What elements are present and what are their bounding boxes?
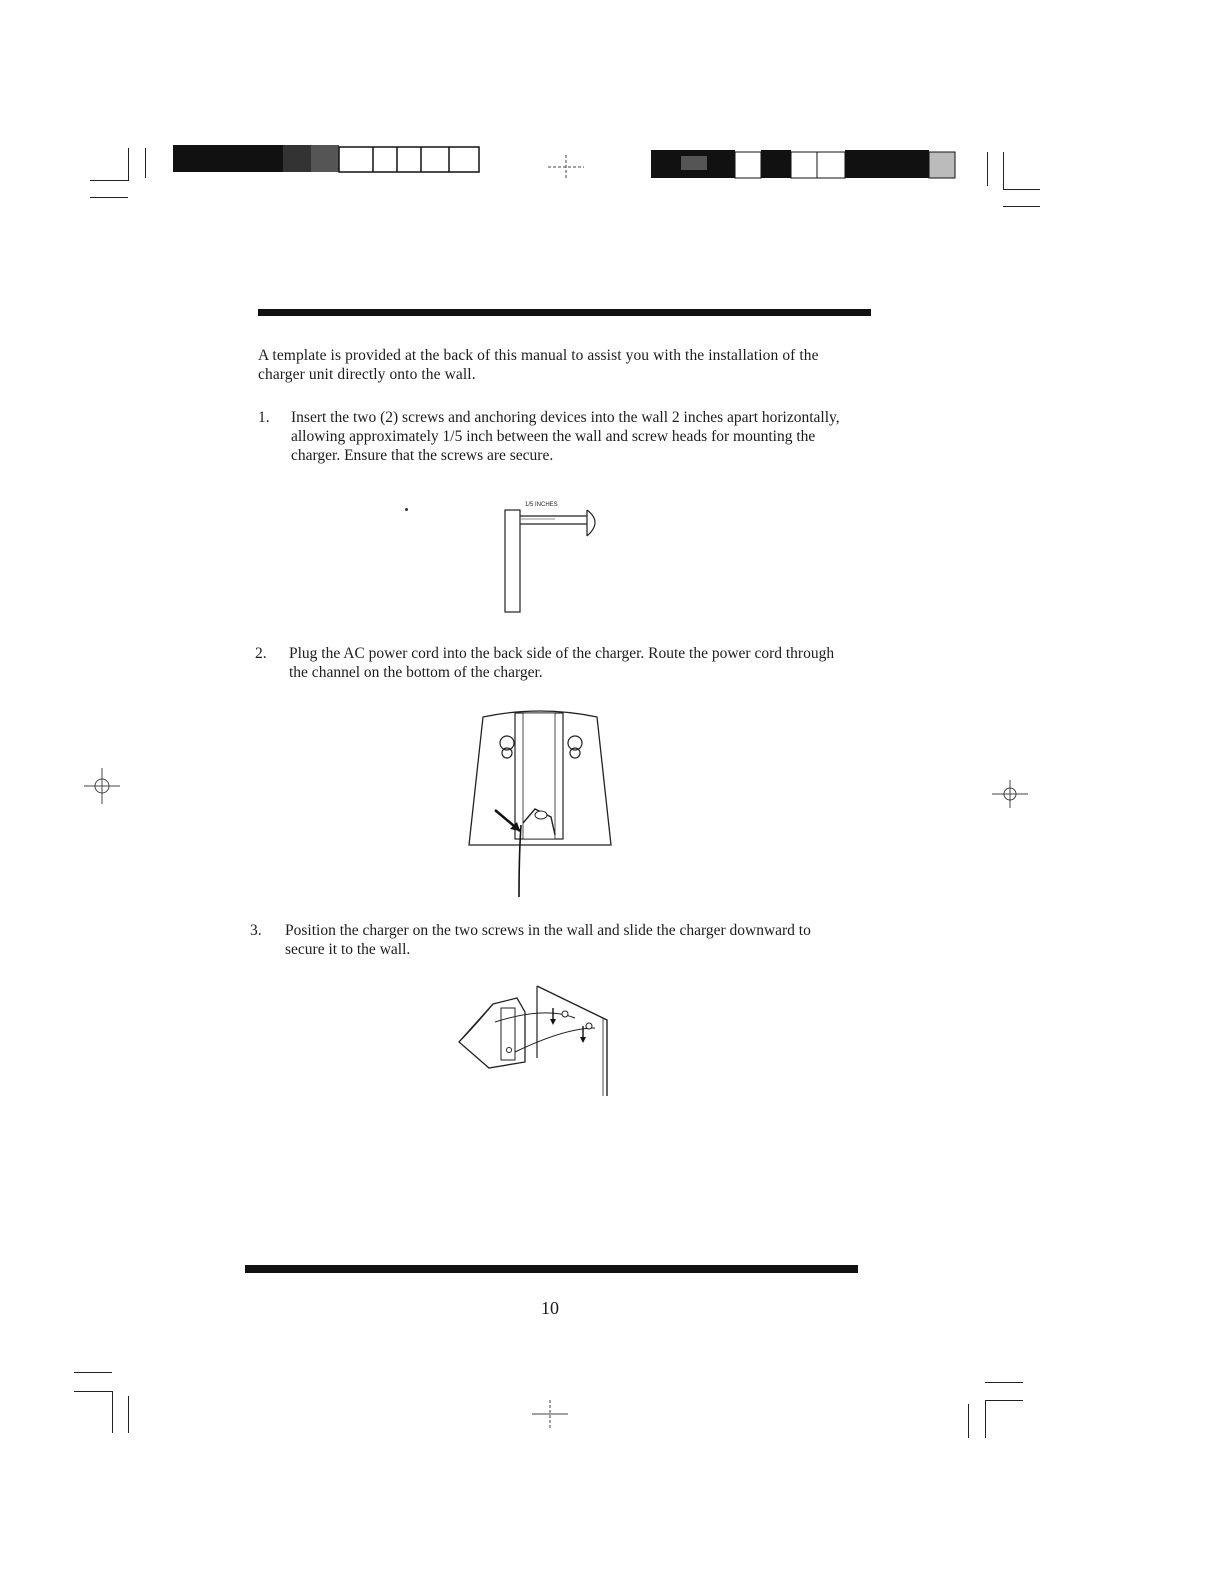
intro-paragraph: A template is provided at the back of this manual to assist you with the installation of the charger unit directly onto the wall. <box>258 347 819 383</box>
crop-mark-bottom-right-v2 <box>968 1404 969 1438</box>
crop-mark-bottom-right-h2 <box>985 1400 1023 1401</box>
crop-mark-bottom-left-h2 <box>74 1391 112 1392</box>
footer-rule <box>245 1265 858 1273</box>
crop-mark-top-right-v <box>987 152 988 186</box>
registration-target-left <box>84 768 120 804</box>
step-1-text: Insert the two (2) screws and anchoring devices into the wall 2 inches apart horizontally, allowing approximately 1/5 inch between the wall and screw heads for mounting the charger. Ensure that the screws are secure. <box>291 409 840 464</box>
stray-mark <box>405 508 408 511</box>
crop-mark-bottom-right-v <box>985 1400 986 1438</box>
figure-1-label: 1/5 INCHES <box>525 502 558 508</box>
figure-charger-mounting <box>455 982 620 1102</box>
density-bar-right <box>651 150 959 180</box>
crop-mark-top-left-v2 <box>145 148 146 178</box>
registration-target-bottom <box>532 1400 568 1428</box>
step-2-number: 2. <box>255 645 267 662</box>
crop-mark-bottom-left-h <box>74 1372 112 1373</box>
figure-charger-back <box>465 705 615 900</box>
header-rule <box>258 309 871 316</box>
crop-mark-bottom-left-v2 <box>128 1396 129 1433</box>
step-2-text: Plug the AC power cord into the back side of the charger. Route the power cord through the channel on the bottom of the charger. <box>289 645 835 681</box>
crop-mark-top-left-h <box>90 180 128 181</box>
step-3-number: 3. <box>250 922 262 939</box>
page-number: 10 <box>541 1298 559 1318</box>
crop-mark-top-right-h2 <box>1003 206 1040 207</box>
crop-mark-top-right-h <box>1003 189 1040 190</box>
crop-mark-bottom-left-v <box>112 1391 113 1433</box>
crop-mark-top-right-v2 <box>1003 152 1004 190</box>
step-1-number: 1. <box>258 409 270 426</box>
registration-target-top <box>548 155 584 179</box>
registration-target-right <box>992 778 1028 810</box>
crop-mark-top-left-h2 <box>90 197 128 198</box>
crop-mark-bottom-right-h <box>985 1382 1023 1383</box>
figure-screw-spacing <box>495 496 615 616</box>
density-bar-left <box>173 145 481 175</box>
step-3-text: Position the charger on the two screws in the wall and slide the charger downward to secure it to the wall. <box>285 922 811 958</box>
crop-mark-top-left-v <box>128 148 129 181</box>
